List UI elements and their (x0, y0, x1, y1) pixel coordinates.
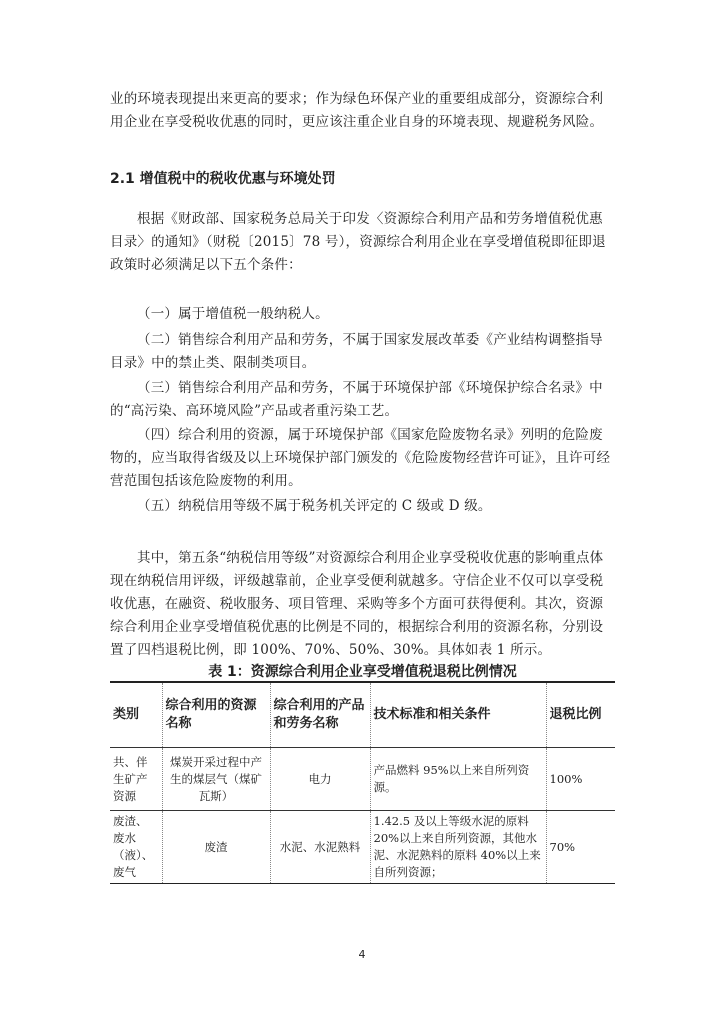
section-heading: 2.1 增值税中的税收优惠与环境处罚 (110, 171, 336, 187)
cell-resource: 废渣 (162, 811, 270, 884)
cell-product: 电力 (270, 748, 370, 811)
analysis-paragraph: 其中，第五条“纳税信用等级”对资源综合利用企业享受税收优惠的影响重点体现在纳税信用评级，评级越靠前，企业享受便利就越多。守信企业不仅可以享受税收优惠，在融资、税收服务、项目管理、采购等多个方面可获得便利。其次，资源综合利用企业享受增值税优惠的比例是不同的，根据综合利用的资源名称，分别设置了四档退税比例，即 100%、70%、50%、30%。具体如表 1 所示。 (110, 550, 604, 658)
condition-1: （一）属于增值税一般纳税人。 (137, 306, 329, 322)
intro-paragraph: 业的环境表现提出来更高的要求；作为绿色环保产业的重要组成部分，资源综合利用企业在享受税收优惠的同时，更应该注重企业自身的环境表现、规避税务风险。 (110, 91, 604, 130)
cell-standard: 1.42.5 及以上等级水泥的原料 20%以上来自所列资源，其他水泥、水泥熟料的原料 40%以上来自所列资源； (370, 811, 546, 884)
page-number: 4 (358, 948, 366, 961)
table-row (110, 748, 615, 811)
condition-5: （五）纳税信用等级不属于税务机关评定的 C 级或 D 级。 (137, 498, 492, 514)
condition-3: （三）销售综合利用产品和劳务，不属于环境保护部《环境保护综合名录》中的“高污染、高环境风险”产品或者重污染工艺。 (110, 380, 603, 419)
condition-2: （二）销售综合利用产品和劳务，不属于国家发展改革委《产业结构调整指导目录》中的禁止类、限制类项目。 (110, 332, 603, 371)
cell-category: 废渣、废水（液）、废气 (110, 811, 162, 884)
table-header-row (110, 682, 615, 748)
cell-rate: 100% (546, 748, 615, 811)
cell-rate: 70% (546, 811, 615, 884)
header-category: 类别 (110, 682, 162, 748)
tax-refund-table (110, 681, 615, 884)
cell-standard: 产品燃料 95%以上来自所列资源。 (370, 748, 546, 811)
cell-category: 共、伴生矿产资源 (110, 748, 162, 811)
cell-resource: 煤炭开采过程中产生的煤层气（煤矿瓦斯） (162, 748, 270, 811)
cell-product: 水泥、水泥熟料 (270, 811, 370, 884)
header-standard: 技术标准和相关条件 (370, 682, 546, 748)
basis-paragraph: 根据《财政部、国家税务总局关于印发〈资源综合利用产品和劳务增值税优惠目录〉的通知》（财税〔2015〕78 号），资源综合利用企业在享受增值税即征即退政策时必须满足以下五个条件： (110, 211, 606, 273)
header-product: 综合利用的产品和劳务名称 (270, 682, 370, 748)
table-row (110, 811, 615, 884)
table-caption: 表 1：资源综合利用企业享受增值税退税比例情况 (208, 664, 517, 680)
header-rate: 退税比例 (546, 682, 615, 748)
condition-4: （四）综合利用的资源，属于环境保护部《国家危险废物名录》列明的危险废物的，应当取得省级及以上环境保护部门颁发的《危险废物经营许可证》，且许可经营范围包括该危险废物的利用。 (110, 427, 611, 489)
header-resource: 综合利用的资源名称 (162, 682, 270, 748)
